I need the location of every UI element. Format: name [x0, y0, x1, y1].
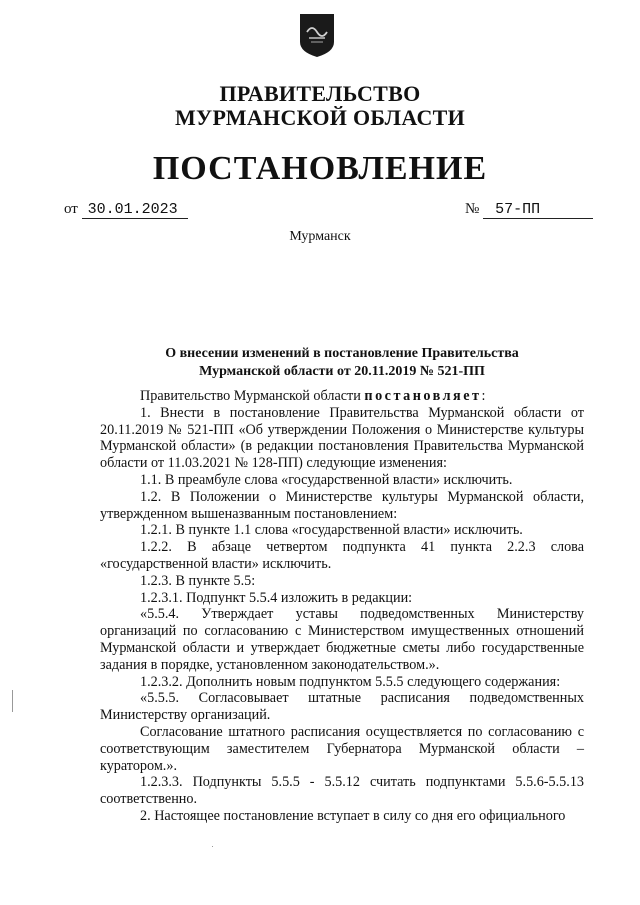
- document-body: [100, 388, 584, 825]
- paragraph-1-2-3-2: 1.2.3.2. Дополнить новым подпунктом 5.5.5 следующего содержания:: [140, 673, 561, 690]
- paragraph-1-2-2: 1.2.2. В абзаце четвертом подпункта 41 пункта 2.2.3 слова «государственной власти» исключить.: [100, 539, 584, 572]
- scan-artifact: [12, 690, 13, 712]
- intro-paragraph: [100, 388, 584, 405]
- city-name: Мурманск: [289, 229, 351, 244]
- title-line1: О внесении изменений в постановление Правительства: [165, 346, 519, 361]
- intro-verb: постановляет: [364, 388, 482, 404]
- paragraph-1-2-1: 1.2.1. В пункте 1.1 слова «государственной власти» исключить.: [140, 522, 523, 539]
- scan-artifact: [212, 846, 213, 847]
- document-type: ПОСТАНОВЛЕНИЕ: [152, 150, 488, 187]
- paragraph-1-2-3-1: 1.2.3.1. Подпункт 5.5.4 изложить в редакции:: [140, 589, 413, 606]
- number-value: 57-ПП: [483, 201, 593, 219]
- number-prefix: №: [465, 201, 480, 217]
- paragraph-1-1: 1.1. В преамбуле слова «государственной власти» исключить.: [140, 471, 513, 488]
- document-title: [100, 345, 584, 381]
- number-field: [465, 201, 593, 219]
- quote-5-5-5: «5.5.5. Согласовывает штатные расписания подведомственных Министерству организаций.: [100, 690, 584, 724]
- intro-prefix: Правительство Мурманской области: [140, 388, 365, 404]
- murmansk-coat-of-arms-icon: [298, 12, 336, 58]
- date-field: [64, 201, 188, 219]
- date-prefix: от: [64, 201, 78, 217]
- title-line2: Мурманской области от 20.11.2019 № 521-ПП: [199, 364, 485, 379]
- quote-5-5-5-continued: Согласование штатного расписания осуществляется по согласованию с соответствующим заместителем Губернатора Мурманской области – куратором.».: [100, 723, 584, 774]
- date-value: 30.01.2023: [82, 201, 188, 219]
- paragraph-1-2: 1.2. В Положении о Министерстве культуры Мурманской области, утвержденном вышеназванным постановлением:: [100, 488, 584, 522]
- org-name-line2: МУРМАНСКОЙ ОБЛАСТИ: [174, 105, 466, 130]
- paragraph-1: 1. Внести в постановление Правительства Мурманской области от 20.11.2019 № 521-ПП «Об утверждении Положения о Министерстве культуры Мурманской области» (в редакции постановления Правительства Мурманской области от 11.03.2021 № 128-ПП) следующие изменения:: [100, 404, 584, 472]
- paragraph-1-2-3-3: 1.2.3.3. Подпункты 5.5.5 - 5.5.12 считать подпунктами 5.5.6-5.5.13 соответственно.: [100, 774, 584, 808]
- quote-5-5-4: «5.5.4. Утверждает уставы подведомственных Министерству организаций по согласованию с Министерством имущественных отношений Мурманской области и утверждает бюджетные сметы либо государственные задания в порядке, установленном законодательством.».: [100, 606, 584, 673]
- paragraph-1-2-3: 1.2.3. В пункте 5.5:: [140, 572, 256, 589]
- org-name-line1: ПРАВИТЕЛЬСТВО: [219, 81, 421, 106]
- intro-suffix: :: [481, 388, 486, 404]
- paragraph-2: 2. Настоящее постановление вступает в силу со дня его официального: [140, 807, 566, 824]
